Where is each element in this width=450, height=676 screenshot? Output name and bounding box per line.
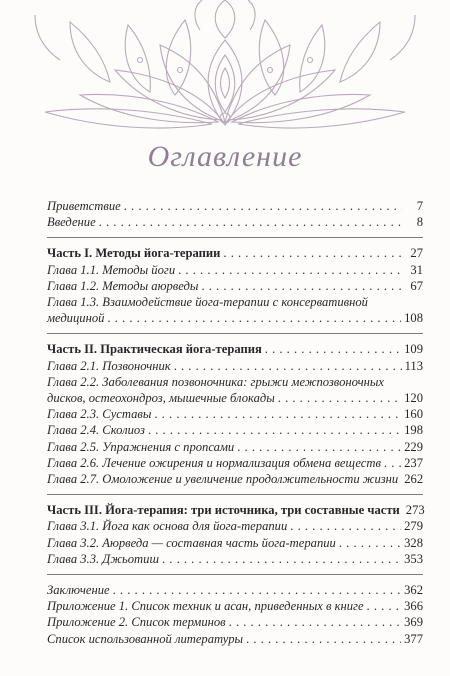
entry-label: Глава 3.3. Джьотиш	[47, 551, 159, 566]
entry-page: 7	[416, 199, 423, 213]
entry-label: Список использованной литературы	[47, 631, 244, 646]
toc-entry[interactable]	[47, 614, 423, 630]
dot-leader	[201, 278, 402, 294]
entry-page: 198	[404, 423, 423, 438]
section-divider	[47, 333, 423, 334]
dot-leader	[229, 614, 401, 630]
entry-page: 377	[404, 631, 423, 646]
entry-page: 31	[410, 262, 423, 277]
entry-label: Приложение 1. Список техник и асан, приведенных в книге	[47, 599, 364, 614]
entry-label: Глава 3.1. Йога как основа для йога-терапии	[47, 519, 288, 534]
entry-label: Введение	[47, 215, 96, 230]
entry-label: Глава 2.6. Лечение ожирения и нормализация обмена веществ	[47, 455, 381, 470]
toc-entry[interactable]	[47, 631, 423, 647]
toc-entry[interactable]	[47, 422, 423, 438]
entry-wrapped-line[interactable]: Глава 2.2. Заболевания позвоночника: грыжи межпозвоночных	[47, 374, 384, 389]
entry-page: 273	[405, 503, 425, 518]
entry-page: 279	[404, 519, 423, 534]
dot-leader	[367, 598, 402, 614]
toc-entry[interactable]	[47, 551, 423, 567]
dot-leader	[154, 406, 401, 422]
toc-entry[interactable]	[47, 518, 423, 534]
entry-label: Глава 3.2. Аюрведа — составная часть йога-терапии	[47, 535, 336, 550]
part-2-section	[47, 341, 423, 487]
part-label: Часть III. Йога-терапия: три источника, три составные части	[47, 503, 400, 518]
toc-part-entry[interactable]	[47, 245, 423, 261]
dot-leader	[265, 341, 401, 357]
toc-entry[interactable]	[47, 582, 423, 598]
entry-page: 113	[404, 358, 423, 373]
toc-title: Оглавление	[147, 140, 303, 173]
entry-page: 362	[404, 583, 423, 598]
entry-label: Глава 1.1. Методы йоги	[47, 262, 176, 277]
section-divider	[47, 237, 423, 238]
part-label: Часть II. Практическая йога-терапия	[47, 342, 262, 357]
part-1-section	[47, 245, 423, 326]
entry-page: 369	[404, 615, 423, 630]
entry-label: дисков, остеохондроз, мышечные блокады	[47, 391, 275, 406]
toc-entry[interactable]	[47, 471, 423, 487]
toc-entry[interactable]	[47, 358, 423, 374]
entry-page: 67	[410, 278, 423, 293]
dot-leader	[174, 358, 402, 374]
entry-label: Приветствие	[47, 199, 121, 213]
entry-page: 108	[404, 311, 423, 326]
entry-page: 27	[410, 246, 423, 261]
entry-label: Глава 1.2. Методы аюрведы	[47, 278, 199, 293]
toc-entry[interactable]	[47, 214, 423, 230]
dot-leader	[237, 439, 401, 455]
section-divider	[47, 574, 423, 575]
dot-leader	[124, 198, 402, 214]
toc-entry[interactable]	[47, 390, 423, 406]
dot-leader	[246, 631, 401, 647]
toc-entry[interactable]	[47, 406, 423, 422]
entry-page: 109	[404, 342, 423, 357]
entry-page: 8	[416, 215, 423, 230]
entry-label: Приложение 2. Список терминов	[47, 615, 226, 630]
dot-leader	[178, 262, 402, 278]
intro-section	[47, 198, 423, 230]
section-divider	[47, 494, 423, 495]
entry-page: 237	[404, 455, 423, 470]
entry-page: 229	[404, 439, 423, 454]
entry-label: Глава 2.7. Омоложение и увеличение продолжительности жизни	[47, 472, 399, 487]
entry-page: 160	[404, 407, 423, 422]
dot-leader	[290, 518, 401, 534]
dot-leader	[278, 390, 401, 406]
entry-label: Глава 2.1. Позвоночник	[47, 358, 171, 373]
toc-entry[interactable]	[47, 198, 423, 214]
entry-page: 353	[404, 551, 423, 566]
part-label: Часть I. Методы йога-терапии	[47, 246, 221, 261]
toc-part-entry[interactable]	[47, 502, 423, 518]
dot-leader	[107, 310, 401, 326]
appendix-section	[47, 582, 423, 647]
toc-entry[interactable]	[47, 598, 423, 614]
entry-wrapped-line[interactable]: Глава 1.3. Взаимодействие йога-терапии с консервативной	[47, 295, 368, 310]
part-3-section	[47, 502, 423, 567]
dot-leader	[148, 422, 401, 438]
dot-leader	[223, 245, 402, 261]
dot-leader	[384, 455, 401, 471]
entry-page: 262	[404, 472, 424, 487]
toc-part-entry[interactable]	[47, 341, 423, 357]
dot-leader	[162, 551, 401, 567]
toc-entry[interactable]	[47, 310, 423, 326]
entry-page: 328	[404, 535, 423, 550]
entry-label: Заключение	[47, 583, 110, 598]
toc-entry[interactable]	[47, 535, 423, 551]
dot-leader	[99, 214, 402, 230]
dot-leader	[113, 582, 401, 598]
table-of-contents	[47, 198, 423, 647]
entry-label: медициной	[47, 311, 105, 326]
toc-entry[interactable]	[47, 455, 423, 471]
dot-leader	[339, 535, 401, 551]
entry-label: Глава 2.3. Суставы	[47, 407, 152, 422]
entry-label: Глава 2.4. Сколиоз	[47, 423, 145, 438]
toc-entry[interactable]	[47, 262, 423, 278]
entry-label: Глава 2.5. Упражнения с пропсами	[47, 439, 235, 454]
entry-page: 366	[404, 599, 423, 614]
entry-page: 120	[404, 391, 423, 406]
toc-entry[interactable]	[47, 439, 423, 455]
mandala-ornament	[0, 0, 450, 130]
toc-entry[interactable]	[47, 278, 423, 294]
